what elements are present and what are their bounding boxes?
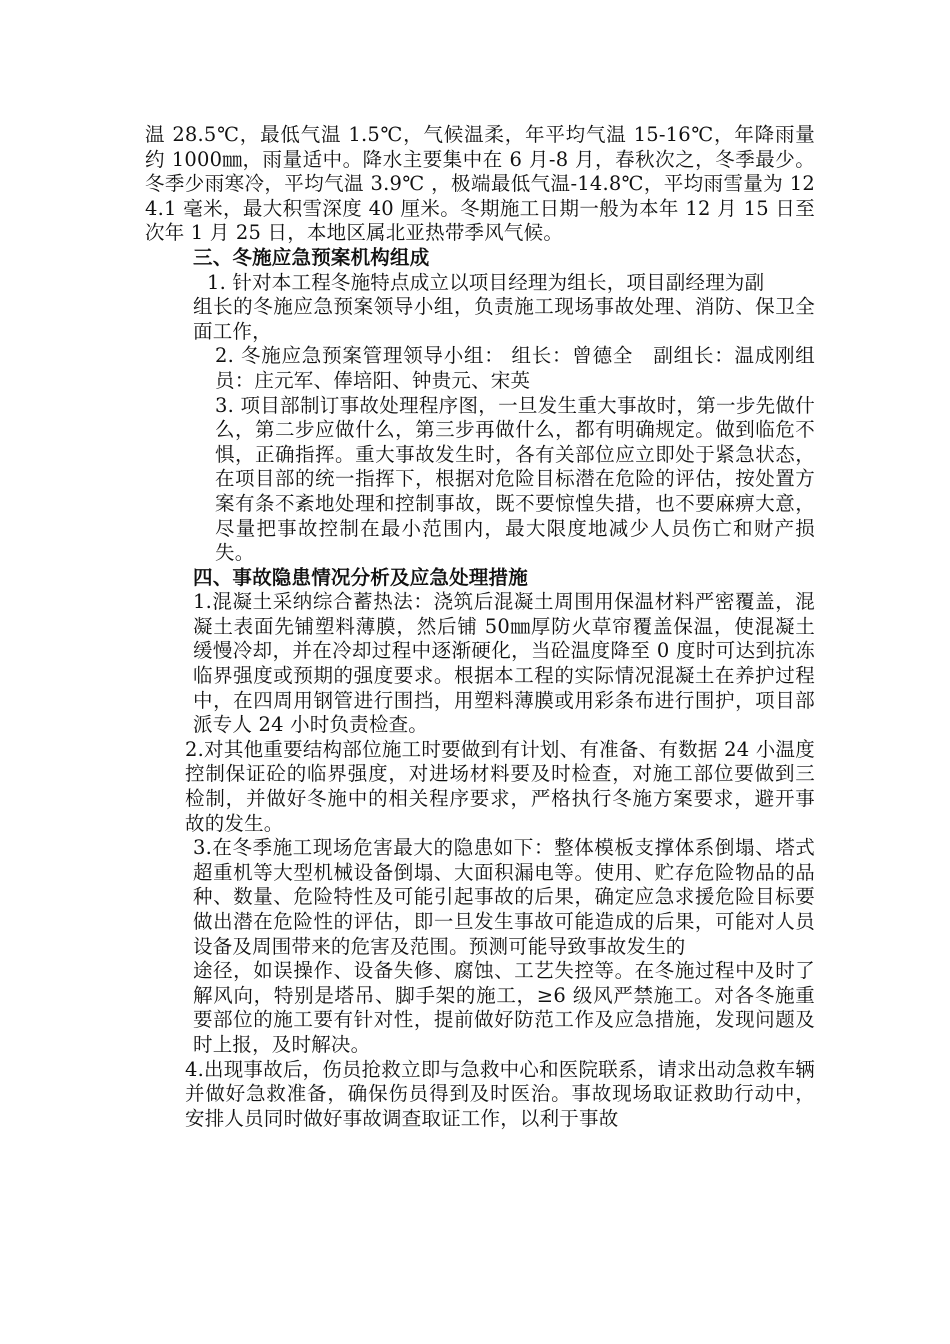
section-heading-four: 四、事故隐患情况分析及应急处理措施 [193,565,528,589]
paragraph-measure-1: 1.混凝土采纳综合蓄热法：浇筑后混凝土周围用保温材料严密覆盖，混凝土表面先铺塑料薄膜，然后铺 50㎜厚防火草帘覆盖保温，使混凝土缓慢冷却，并在冷却过程中逐渐硬化，当砼温度降至 0 度时可达到抗冻临界强度或预期的强度要求。根据本工程的实际情况混凝土在养护过程中，在四周用钢管进行围挡，用塑料薄膜或用彩条布进行围护，项目部派专人 24 小时负责检查。 [193,590,815,737]
paragraph-item-1-continued: 组长的冬施应急预案领导小组，负责施工现场事故处理、消防、保卫全面工作， [193,295,815,343]
climate-paragraph: 温 28.5℃，最低气温 1.5℃，气候温柔，年平均气温 15-16℃，年降雨量约 1000㎜，雨量适中。降水主要集中在 6 月-8 月，春秋次之，冬季最少。冬季少雨寒冷，平均气温 3.9℃ ，极端最低气温-14.8℃，平均雨雪量为 124.1 毫米，最大积雪深度 40 厘米。冬期施工日期一般为本年 12 月 15 日至次年 1 月 25 日，本地区属北亚热带季风气候。 [145,123,815,245]
paragraph-item-1: 1. 针对本工程冬施特点成立以项目经理为组长，项目副经理为副 [207,270,765,294]
paragraph-item-3: 3. 项目部制订事故处理程序图，一旦发生重大事故时，第一步先做什么，第二步应做什么，第三步再做什么，都有明确规定。做到临危不惧，正确指挥。重大事故发生时，各有关部位应立即处于紧急状态，在项目部的统一指挥下，根据对危险目标潜在危险的评估，按处置方案有条不紊地处理和控制事故，既不要惊惶失措，也不要麻痹大意，尽量把事故控制在最小范围内，最大限度地减少人员伤亡和财产损失。 [215,393,815,565]
section-heading-three: 三、冬施应急预案机构组成 [193,245,430,269]
paragraph-measure-3: 3.在冬季施工现场危害最大的隐患如下：整体模板支撑体系倒塌、塔式超重机等大型机械设备倒塌、大面积漏电等。使用、贮存危险物品的品种、数量、危险特性及可能引起事故的后果，确定应急求援危险目标要做出潜在危险性的评估，即一旦发生事故可能造成的后果，可能对人员设备及周围带来的危害及范围。预测可能导致事故发生的 [193,836,815,958]
paragraph-measure-2: 2.对其他重要结构部位施工时要做到有计划、有准备、有数据 24 小温度控制保证砼的临界强度，对进场材料要及时检查，对施工部位要做到三检制，并做好冬施中的相关程序要求，严格执行冬施方案要求，避开事故的发生。 [185,737,815,835]
document-body [145,123,815,1131]
paragraph-measure-4: 4.出现事故后，伤员抢救立即与急救中心和医院联系，请求出动急救车辆并做好急救准备，确保伤员得到及时医治。事故现场取证救助行动中，安排人员同时做好事故调查取证工作，以利于事故 [185,1057,815,1130]
paragraph-measure-3-continued: 途径，如误操作、设备失修、腐蚀、工艺失控等。在冬施过程中及时了解风向，特别是塔吊、脚手架的施工，≥6 级风严禁施工。对各冬施重要部位的施工要有针对性，提前做好防范工作及应急措施，发现问题及时上报，及时解决。 [193,959,815,1056]
paragraph-item-2: 2. 冬施应急预案管理领导小组： 组长：曾德全 副组长：温成刚组员：庄元军、俸培阳、钟贵元、宋英 [215,344,815,392]
